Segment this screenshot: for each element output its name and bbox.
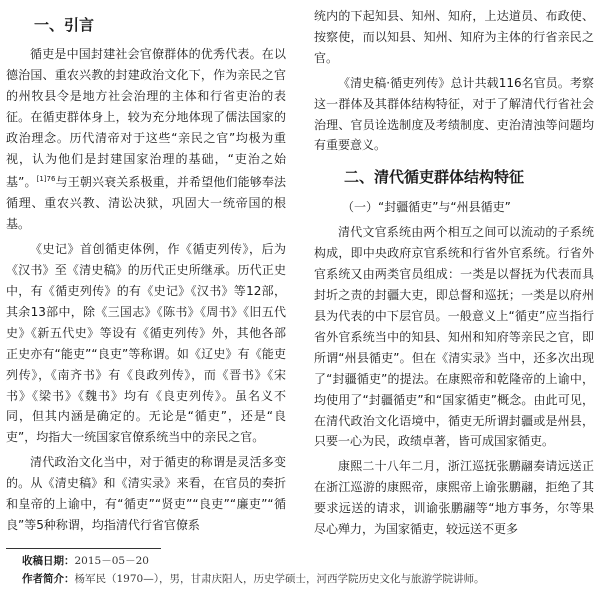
footnote-divider xyxy=(6,548,161,549)
right-paragraph-2: 清代文官系统由两个相互之间可以流动的子系统构成，即中央政府京官系统和行省外官系统。行省外官系统又由两类官员组成：一类是以督抚为代表而具封圻之责的封疆大吏，即总督和巡抚；一类是以府州县为代表的中下层官员。一般意义上“循吏”应当指行省外官系统当中的知县、知州和知府等亲民之官，即所谓“州县循吏”。但在《清实录》当中，还多次出现了“封疆循吏”的提法。在康熙帝和乾隆帝的上谕中，均使用了“封疆循吏”和“国家循吏”概念。由此可见，在清代政治文化语境中，循吏无所谓封疆或是州县，只要一心为民，政绩卓著，皆可成国家循吏。 xyxy=(314,225,594,449)
intro-paragraph-1 xyxy=(6,44,286,235)
continued-paragraph: 统内的下起知县、知州、知府，上达道员、布政使、按察使，而以知县、知州、知府为主体的行省亲民之官。 xyxy=(314,9,594,65)
citation-superscript: [1]76 xyxy=(36,175,56,184)
subsection-title: （一）“封疆循吏”与“州县循吏” xyxy=(342,200,511,215)
section-title-structure: 二、清代循吏群体结构特征 xyxy=(344,168,525,187)
author-bio: 杨军民（1970—），男，甘肃庆阳人，历史学硕士，河西学院历史文化与旅游学院讲师。 xyxy=(74,573,485,585)
intro-paragraph-3: 清代政治文化当中，对于循吏的称谓是灵活多变的。从《清史稿》和《清实录》来看，在官员的奏折和皇帝的上谕中，有“循吏”“贤吏”“良吏”“廉吏”“循良”等5种称谓，均指清代行省官僚系 xyxy=(6,455,286,532)
section-title-introduction: 一、引言 xyxy=(34,16,95,34)
received-date: 2015－05－20 xyxy=(74,555,149,567)
author-label: 作者简介： xyxy=(22,573,75,585)
footnote-received xyxy=(22,554,149,568)
intro-paragraph-2: 《史记》首创循吏体例，作《循吏列传》，后为《汉书》至《清史稿》的历代正史所继承。历代正史中，有《循吏列传》的有《史记》《汉书》等12部，其余13部中，除《三国志》《陈书》《周书》《旧五代史》《新五代史》等设有《循吏列传》外，其他各部正史亦有“能吏”“良吏”等称谓。如《辽史》有《能吏列传》，《南齐书》有《良政列传》，而《晋书》《宋书》《梁书》《魏书》均有《良吏列传》。虽名义不同，但其内涵是确定的。无论是“循吏”，还是“良吏”，均指大一统国家官僚系统当中的亲民之官。 xyxy=(6,242,286,445)
left-column xyxy=(6,6,286,540)
right-column xyxy=(314,6,594,544)
right-paragraph-3: 康熙二十八年二月，浙江巡抚张鹏翮奏请远送正在浙江巡游的康熙帝，康熙帝上谕张鹏翮，拒绝了其要求远送的请求，训谕张鹏翮等“地方事务，尔等果尽心殚力，为国家循吏，较远送不更多 xyxy=(314,459,594,537)
right-paragraph-1: 《清史稿·循吏列传》总计共载116名官员。考察这一群体及其群体结构特征，对于了解清代行省社会治理、官员诠选制度及考绩制度、吏治清浊等问题均有重要意义。 xyxy=(314,75,594,153)
intro-paragraph-1-tail: 与王朝兴衰关系极重，并希望他们能够奉法循理、重农兴教、清讼决狱，巩固大一统帝国的根基。 xyxy=(6,175,286,232)
intro-paragraph-1-text: 循吏是中国封建社会官僚群体的优秀代表。在以德治国、重农兴教的封建政治文化下，作为亲民之官的州牧县令是地方社会治理的主体和行省吏治的表征。在循吏群体身上，较为充分地体现了儒法国家的政治理念。历代清帝对于这些“亲民之官”均极为重视，认为他们是封建国家治理的基础，“吏治之始基”。 xyxy=(6,47,286,190)
received-label: 收稿日期： xyxy=(22,555,75,567)
footnote-author xyxy=(22,572,484,586)
